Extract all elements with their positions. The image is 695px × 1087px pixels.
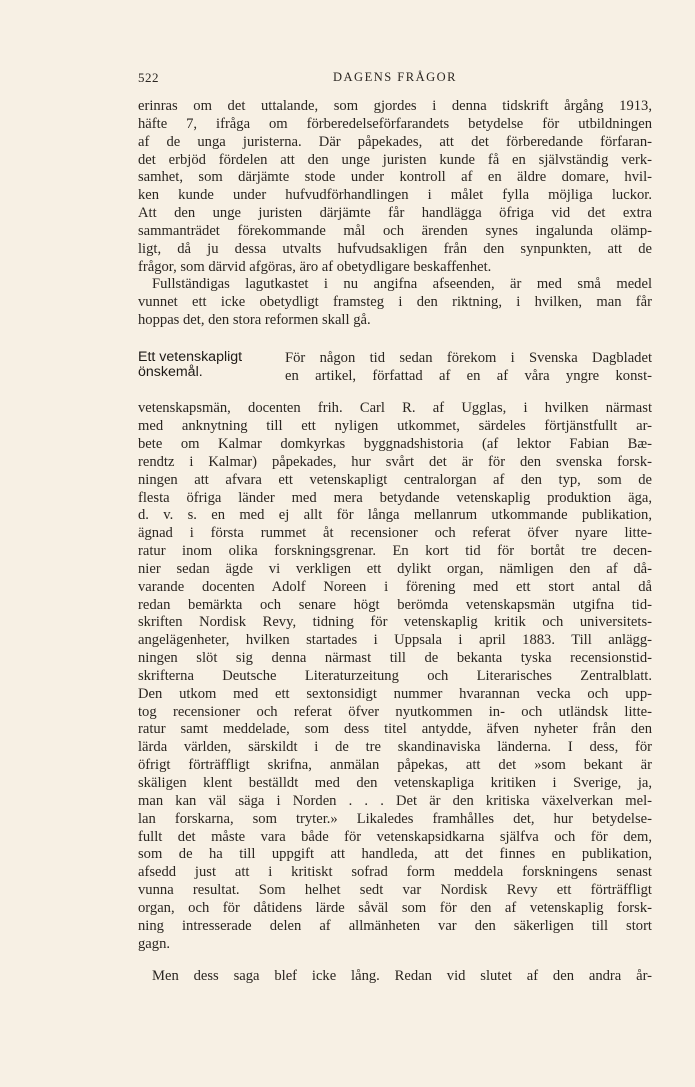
text-line: ningen att afvara ett vetenskapligt centralorgan af den typ, som de <box>138 471 652 488</box>
text-line: som de ha till uppgift att handleda, att det finnes en publikation, <box>138 846 652 863</box>
text-line: skriften Nordisk Revy, tidning för vetenskaplig kritik och universitets- <box>138 614 652 631</box>
text-line: ägnad i första rummet åt recensioner och referat öfver nyare litte- <box>138 525 652 542</box>
text-line: Men dess saga blef icke lång. Redan vid slutet af den andra år- <box>152 968 652 985</box>
text-line: med anknytning till ett nyligen utkommet, särdeles förtjänstfullt ar- <box>138 418 652 435</box>
section-body <box>138 386 652 1001</box>
side-heading-line: önskemål. <box>138 364 203 380</box>
text-line: fullt det måste vara både för vetenskapsidkarna själfva och för dem, <box>138 828 652 845</box>
text-line: tog recensioner och referat öfver nyutkommen in- och utländsk litte- <box>138 703 652 720</box>
text-line: af de unga juristerna. Där påpekades, att det förberedande förfaran- <box>138 133 652 150</box>
text-line: ratur inom olika forskningsgrenar. En kort tid för bortåt tre decen- <box>138 543 652 560</box>
text-line: erinras om det uttalande, som gjordes i denna tidskrift årgång 1913, <box>138 98 652 114</box>
text-line: nier sedan ägde vi verkligen ett dylikt organ, nämligen den af då- <box>138 560 652 577</box>
text-line: häfte 7, ifråga om förberedelseförfarandets betydelse för utbildningen <box>138 115 652 132</box>
text-line: ratur samt meddelade, som dess titel antydde, äfven nyheter från den <box>138 721 652 738</box>
text-line: en artikel, författad af en af våra yngre konst- <box>285 367 652 384</box>
text-line: vunnet ett icke obetydligt framsteg i den riktning, i hvilken, man får <box>138 294 652 311</box>
text-line: frågor, som därvid afgöras, äro af obetydligare beskaffenhet. <box>138 258 492 275</box>
text-line: varande docenten Adolf Noreen i förening med ett stort antal då <box>138 578 652 595</box>
text-line: skrifterna Deutsche Literaturzeitung och Literarisches Zentralblatt. <box>138 667 652 684</box>
text-line: det erbjöd fördelen att den unge juristen kunde få en självständig verk- <box>138 151 652 168</box>
text-line: ning intresserade delen af allmänheten var den säkerligen till stort <box>138 917 652 934</box>
text-line: rendtz i Kalmar) påpekades, hur svårt det är för den svenska forsk- <box>138 453 652 470</box>
text-line: gagn. <box>138 935 171 952</box>
text-line: sammanträdet förekommande mål och ärenden synes ingalunda olämp- <box>138 222 652 239</box>
running-title: DAGENS FRÅGOR <box>332 70 458 84</box>
text-line: För någon tid sedan förekom i Svenska Dagbladet <box>285 350 652 366</box>
text-line: Den utkom med ett sextonsidigt nummer hvarannan vecka och upp- <box>138 685 652 702</box>
text-line: hoppas det, den stora reformen skall gå. <box>138 312 371 329</box>
section-paragraph <box>138 968 652 986</box>
side-heading-line: Ett vetenskapligt <box>138 349 243 365</box>
text-line: flesta öfriga länder med mera betydande vetenskaplig produktion äga, <box>138 489 652 506</box>
text-line: angelägenheter, hvilken startades i Uppsala i april 1883. Till anlägg- <box>138 632 652 649</box>
paragraph-2 <box>138 276 652 330</box>
text-line: organ, och för dåtidens lärde såväl som för den af vetenskaplig forsk- <box>138 899 652 916</box>
text-line: ningen slöt sig denna närmast till de bekanta tyska recensionstid- <box>138 650 652 667</box>
text-line: lärda världen, särskildt i de tre skandinaviska länderna. I dess, för <box>138 739 652 756</box>
page-header <box>138 70 652 90</box>
text-line: Fullständigas lagutkastet i nu angifna afseenden, är med små medel <box>152 276 652 293</box>
text-line: man kan väl säga i Norden . . . Det är den kritiska växelverkan mel- <box>138 792 652 809</box>
text-line: ligt, då ju dessa utvalts hufvudsakligen från den synpunkten, att de <box>138 240 652 257</box>
text-line: öfrigt förträffligt skrifna, anmälan påpekas, att det »som bekant är <box>138 757 652 774</box>
continued-paragraph <box>138 98 652 330</box>
text-line: redan bemärkta och senare högt berömda vetenskapsmän utgifna tid- <box>138 596 652 613</box>
text-line: vetenskapsmän, docenten frih. Carl R. af Ugglas, i hvilken närmast <box>138 400 652 417</box>
text-line: vunna resultat. Som helhet sedt var Nordisk Revy ett förträffligt <box>138 882 652 899</box>
text-line: afsedd just att i kritiskt sofrad form meddela forskningens senast <box>138 864 652 881</box>
section-side-heading <box>138 350 278 380</box>
text-line: lan forskarna, som tryter.» Likaledes framhålles det, hur betydelse- <box>138 810 652 827</box>
section-opening-lines <box>285 350 652 386</box>
section-paragraph <box>138 400 652 953</box>
text-line: bete om Kalmar domkyrkas byggnadshistoria (af lektor Fabian Bæ- <box>138 435 652 452</box>
text-line: samhet, som därjämte stode under kontroll af en äldre domare, hvil- <box>138 169 652 186</box>
page-number: 522 <box>138 70 159 85</box>
paragraph-1 <box>138 98 652 276</box>
text-line: ken kunde under hufvudförhandlingen i målet fylla möjliga luckor. <box>138 187 652 204</box>
text-line: Att den unge juristen därjämte får handlägga öfriga vid det extra <box>138 205 652 222</box>
text-line: skäligen klent beställdt med den vetenskapliga kritiken i Sverige, ja, <box>138 775 652 791</box>
text-line: d. v. s. en med ej allt för långa mellanrum utkommande publikation, <box>138 507 652 524</box>
